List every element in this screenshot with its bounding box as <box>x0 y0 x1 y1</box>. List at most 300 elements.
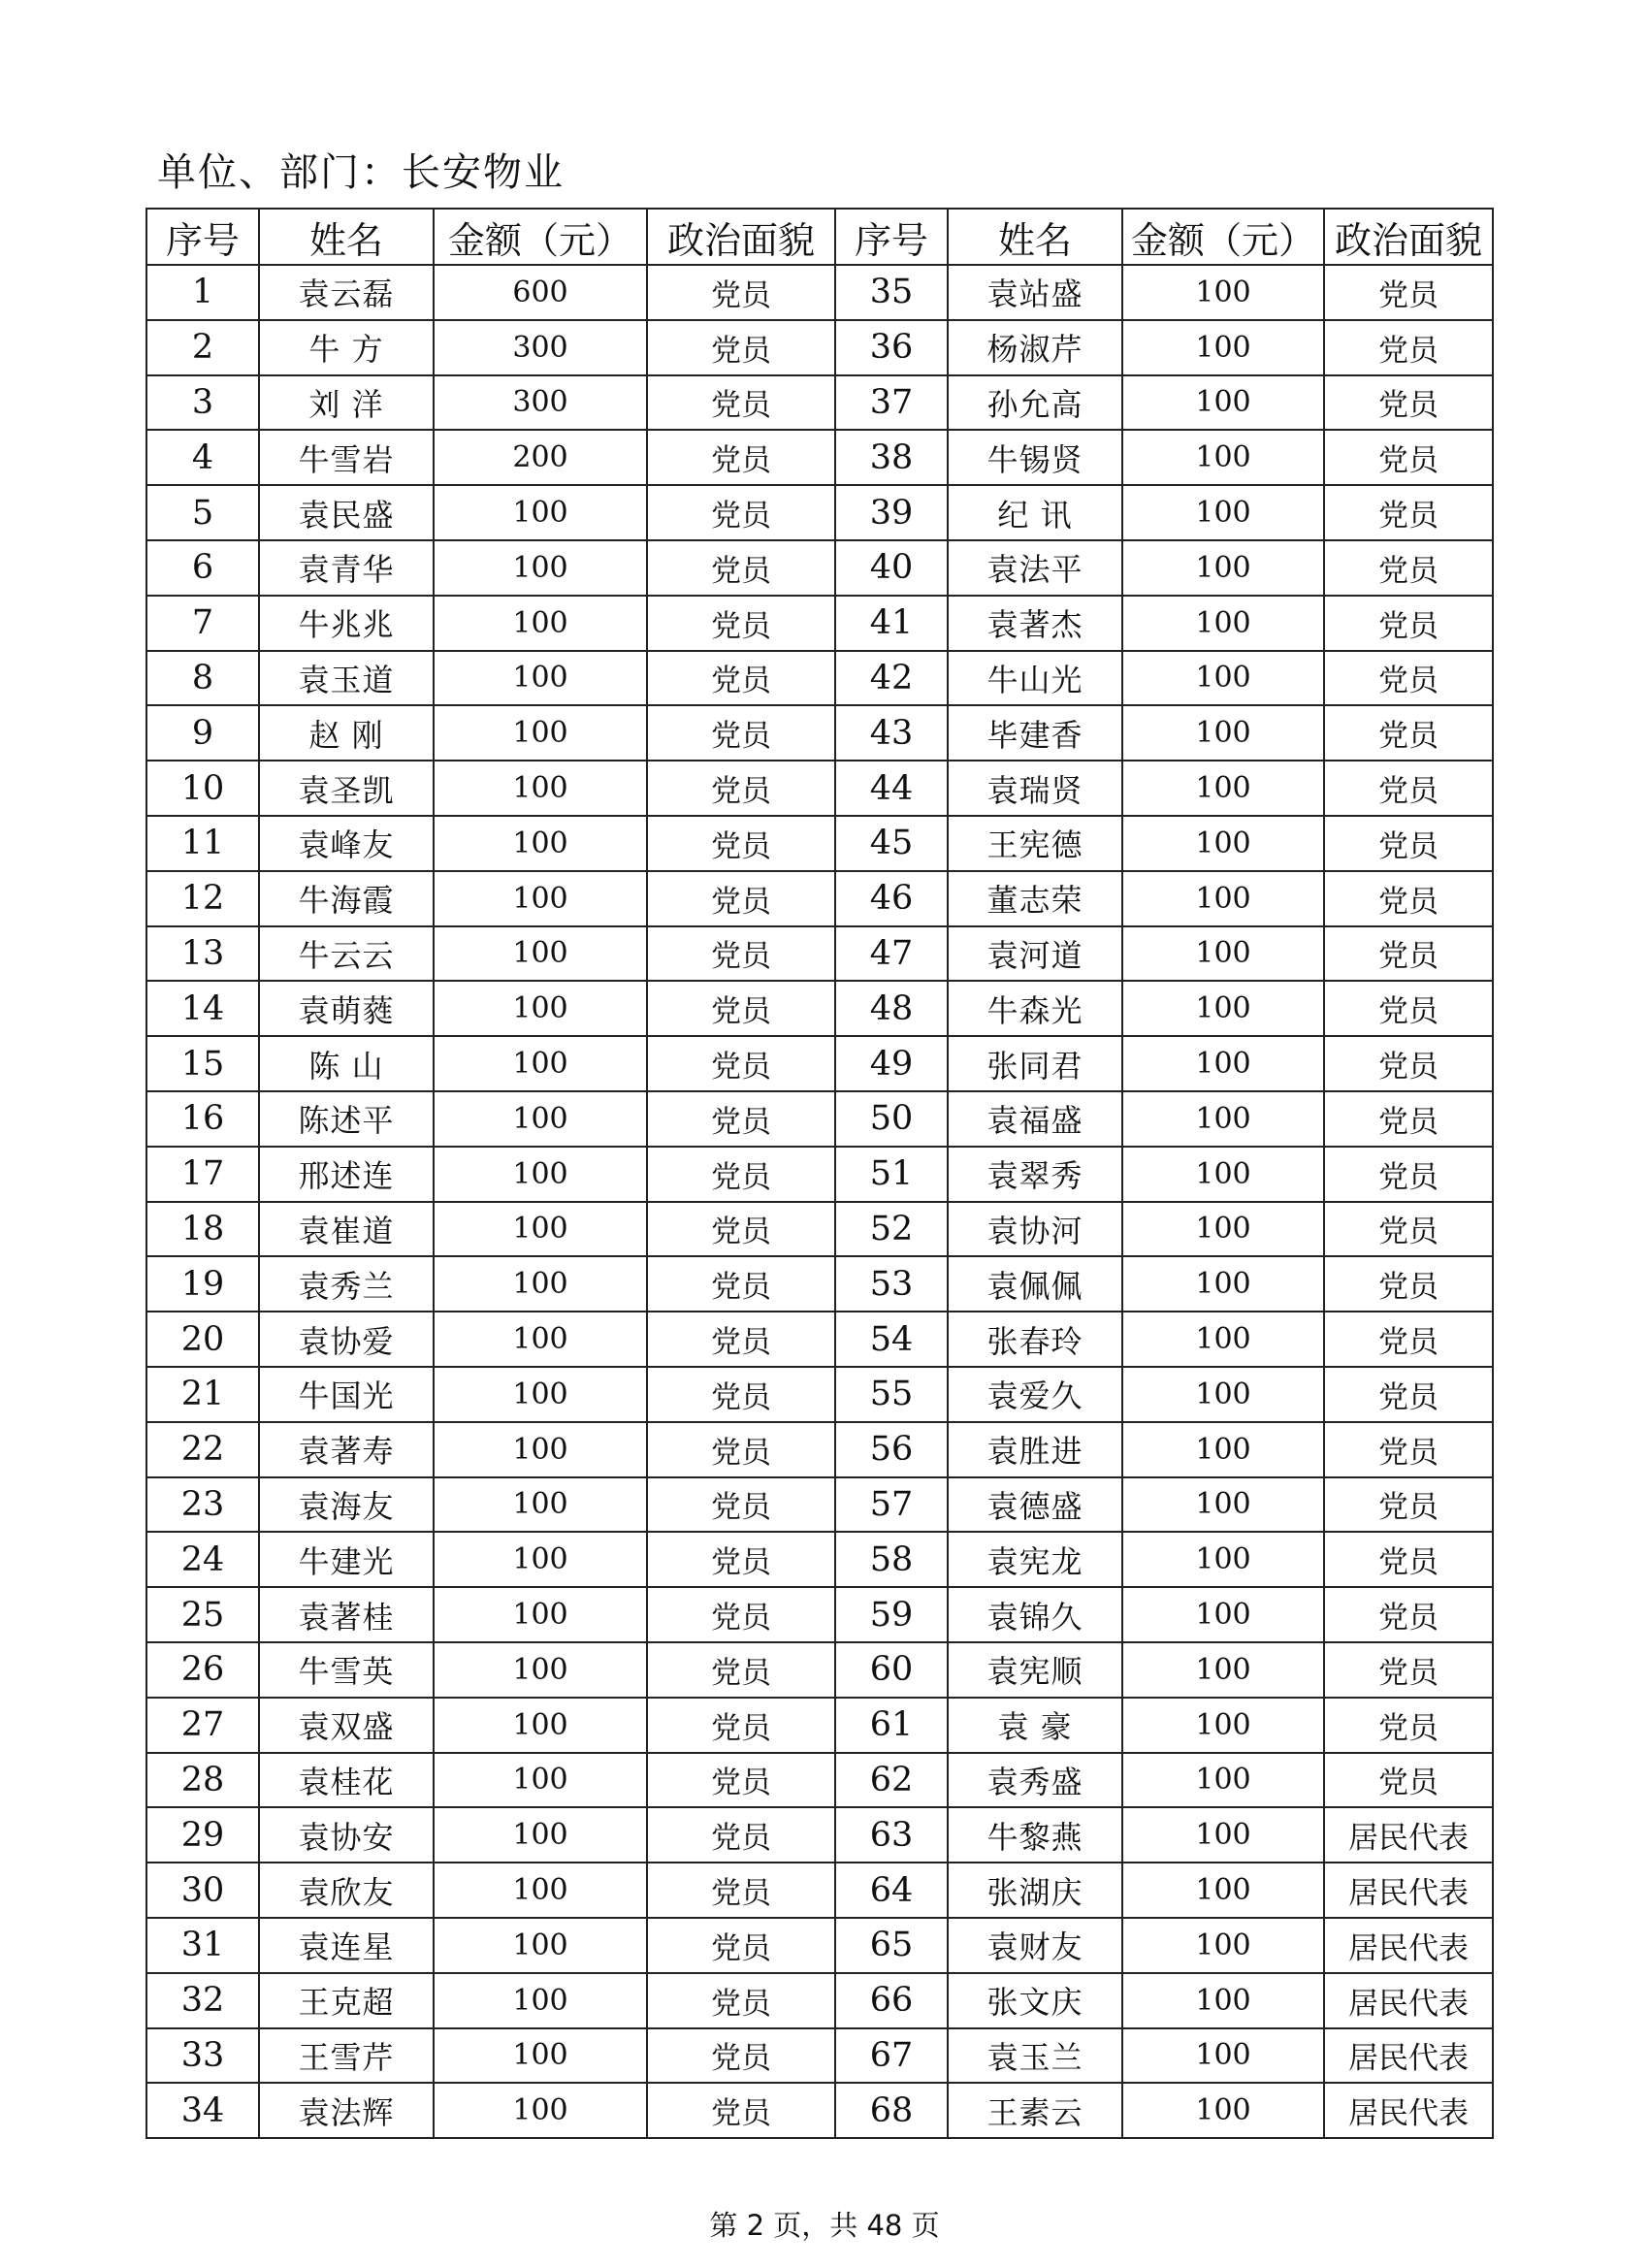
right-status-cell: 党员 <box>1324 816 1493 871</box>
left-seq-cell: 4 <box>146 430 259 485</box>
right-amount-cell: 100 <box>1122 1256 1324 1312</box>
left-amount-cell: 100 <box>434 871 647 926</box>
right-name-cell: 袁锦久 <box>948 1587 1122 1642</box>
right-status-cell: 党员 <box>1324 981 1493 1036</box>
left-status-cell: 党员 <box>647 540 835 596</box>
table-row <box>146 705 1493 761</box>
right-name-cell: 董志荣 <box>948 871 1122 926</box>
right-name-cell: 袁玉兰 <box>948 2028 1122 2084</box>
right-name-cell: 牛黎燕 <box>948 1807 1122 1863</box>
right-seq-cell: 42 <box>835 651 948 706</box>
left-name-cell: 陈述平 <box>259 1091 434 1147</box>
left-amount-cell: 100 <box>434 485 647 540</box>
left-name-cell: 袁秀兰 <box>259 1256 434 1312</box>
table-row <box>146 1587 1493 1642</box>
right-name-cell: 袁宪龙 <box>948 1532 1122 1587</box>
left-status-cell: 党员 <box>647 320 835 375</box>
left-name-cell: 袁峰友 <box>259 816 434 871</box>
left-name-cell: 袁连星 <box>259 1918 434 1973</box>
right-name-cell: 袁翠秀 <box>948 1147 1122 1202</box>
right-seq-cell: 46 <box>835 871 948 926</box>
right-seq-cell: 68 <box>835 2083 948 2138</box>
left-amount-cell: 100 <box>434 1422 647 1477</box>
right-amount-cell: 100 <box>1122 871 1324 926</box>
left-status-cell: 党员 <box>647 1807 835 1863</box>
table-row <box>146 1367 1493 1422</box>
table-row <box>146 1256 1493 1312</box>
left-status-cell: 党员 <box>647 430 835 485</box>
left-amount-cell: 100 <box>434 1477 647 1533</box>
left-status-cell: 党员 <box>647 651 835 706</box>
left-amount-cell: 100 <box>434 926 647 982</box>
right-status-cell: 党员 <box>1324 485 1493 540</box>
right-status-cell: 党员 <box>1324 761 1493 816</box>
right-status-cell: 居民代表 <box>1324 1918 1493 1973</box>
right-amount-cell: 100 <box>1122 1091 1324 1147</box>
right-status-cell: 党员 <box>1324 430 1493 485</box>
right-amount-cell: 100 <box>1122 1147 1324 1202</box>
right-status-cell: 居民代表 <box>1324 2083 1493 2138</box>
left-amount-cell: 100 <box>434 1753 647 1808</box>
right-name-cell: 孙允高 <box>948 375 1122 431</box>
right-status-cell: 居民代表 <box>1324 1973 1493 2028</box>
left-amount-cell: 100 <box>434 761 647 816</box>
header-status-left: 政治面貌 <box>647 209 835 265</box>
left-amount-cell: 100 <box>434 596 647 651</box>
right-seq-cell: 45 <box>835 816 948 871</box>
left-amount-cell: 600 <box>434 265 647 320</box>
table-row <box>146 2083 1493 2138</box>
right-name-cell: 张湖庆 <box>948 1863 1122 1918</box>
left-status-cell: 党员 <box>647 1312 835 1367</box>
right-status-cell: 党员 <box>1324 1698 1493 1753</box>
left-amount-cell: 100 <box>434 1973 647 2028</box>
left-seq-cell: 19 <box>146 1256 259 1312</box>
right-seq-cell: 63 <box>835 1807 948 1863</box>
left-status-cell: 党员 <box>647 1918 835 1973</box>
left-amount-cell: 100 <box>434 1532 647 1587</box>
right-amount-cell: 100 <box>1122 1202 1324 1257</box>
right-status-cell: 党员 <box>1324 320 1493 375</box>
right-name-cell: 牛锡贤 <box>948 430 1122 485</box>
left-status-cell: 党员 <box>647 1532 835 1587</box>
right-seq-cell: 52 <box>835 1202 948 1257</box>
right-amount-cell: 100 <box>1122 816 1324 871</box>
right-name-cell: 王素云 <box>948 2083 1122 2138</box>
left-name-cell: 牛雪岩 <box>259 430 434 485</box>
right-seq-cell: 38 <box>835 430 948 485</box>
left-status-cell: 党员 <box>647 596 835 651</box>
left-name-cell: 牛雪英 <box>259 1642 434 1698</box>
left-seq-cell: 26 <box>146 1642 259 1698</box>
right-status-cell: 党员 <box>1324 540 1493 596</box>
left-amount-cell: 100 <box>434 1587 647 1642</box>
left-name-cell: 袁玉道 <box>259 651 434 706</box>
right-status-cell: 党员 <box>1324 1753 1493 1808</box>
right-name-cell: 袁 豪 <box>948 1698 1122 1753</box>
left-status-cell: 党员 <box>647 2028 835 2084</box>
right-seq-cell: 48 <box>835 981 948 1036</box>
table-row <box>146 1147 1493 1202</box>
right-seq-cell: 44 <box>835 761 948 816</box>
left-amount-cell: 100 <box>434 1642 647 1698</box>
left-seq-cell: 1 <box>146 265 259 320</box>
left-status-cell: 党员 <box>647 1256 835 1312</box>
right-status-cell: 党员 <box>1324 1587 1493 1642</box>
left-amount-cell: 100 <box>434 2028 647 2084</box>
header-seq-left: 序号 <box>146 209 259 265</box>
left-amount-cell: 100 <box>434 1147 647 1202</box>
right-amount-cell: 100 <box>1122 485 1324 540</box>
left-seq-cell: 28 <box>146 1753 259 1808</box>
header-amount-right: 金额（元） <box>1122 209 1324 265</box>
left-seq-cell: 16 <box>146 1091 259 1147</box>
left-amount-cell: 100 <box>434 651 647 706</box>
header-amount-left: 金额（元） <box>434 209 647 265</box>
right-name-cell: 袁爱久 <box>948 1367 1122 1422</box>
right-status-cell: 党员 <box>1324 1256 1493 1312</box>
left-seq-cell: 23 <box>146 1477 259 1533</box>
left-seq-cell: 18 <box>146 1202 259 1257</box>
table-row <box>146 320 1493 375</box>
left-status-cell: 党员 <box>647 1036 835 1091</box>
right-status-cell: 党员 <box>1324 596 1493 651</box>
left-name-cell: 袁崔道 <box>259 1202 434 1257</box>
left-amount-cell: 100 <box>434 1807 647 1863</box>
right-seq-cell: 51 <box>835 1147 948 1202</box>
right-seq-cell: 36 <box>835 320 948 375</box>
left-seq-cell: 29 <box>146 1807 259 1863</box>
right-seq-cell: 41 <box>835 596 948 651</box>
table-row <box>146 1642 1493 1698</box>
right-seq-cell: 65 <box>835 1918 948 1973</box>
right-name-cell: 袁著杰 <box>948 596 1122 651</box>
right-seq-cell: 39 <box>835 485 948 540</box>
right-name-cell: 张文庆 <box>948 1973 1122 2028</box>
table-row <box>146 1863 1493 1918</box>
left-status-cell: 党员 <box>647 1973 835 2028</box>
right-name-cell: 袁协河 <box>948 1202 1122 1257</box>
right-name-cell: 张春玲 <box>948 1312 1122 1367</box>
table-row <box>146 375 1493 431</box>
right-seq-cell: 47 <box>835 926 948 982</box>
right-name-cell: 袁河道 <box>948 926 1122 982</box>
left-name-cell: 陈 山 <box>259 1036 434 1091</box>
right-amount-cell: 100 <box>1122 540 1324 596</box>
right-amount-cell: 100 <box>1122 430 1324 485</box>
left-status-cell: 党员 <box>647 485 835 540</box>
right-seq-cell: 55 <box>835 1367 948 1422</box>
table-row <box>146 485 1493 540</box>
left-name-cell: 牛 方 <box>259 320 434 375</box>
right-status-cell: 党员 <box>1324 926 1493 982</box>
table-row <box>146 1973 1493 2028</box>
left-amount-cell: 100 <box>434 1036 647 1091</box>
left-name-cell: 袁云磊 <box>259 265 434 320</box>
right-seq-cell: 59 <box>835 1587 948 1642</box>
left-amount-cell: 100 <box>434 1202 647 1257</box>
left-seq-cell: 2 <box>146 320 259 375</box>
right-seq-cell: 67 <box>835 2028 948 2084</box>
left-seq-cell: 27 <box>146 1698 259 1753</box>
right-seq-cell: 62 <box>835 1753 948 1808</box>
left-amount-cell: 100 <box>434 540 647 596</box>
right-name-cell: 袁福盛 <box>948 1091 1122 1147</box>
right-status-cell: 党员 <box>1324 1091 1493 1147</box>
right-amount-cell: 100 <box>1122 761 1324 816</box>
right-amount-cell: 100 <box>1122 1918 1324 1973</box>
left-name-cell: 袁圣凯 <box>259 761 434 816</box>
left-seq-cell: 12 <box>146 871 259 926</box>
right-status-cell: 居民代表 <box>1324 2028 1493 2084</box>
table-row <box>146 1202 1493 1257</box>
left-seq-cell: 31 <box>146 1918 259 1973</box>
left-status-cell: 党员 <box>647 926 835 982</box>
right-seq-cell: 37 <box>835 375 948 431</box>
right-seq-cell: 61 <box>835 1698 948 1753</box>
left-name-cell: 赵 刚 <box>259 705 434 761</box>
left-status-cell: 党员 <box>647 375 835 431</box>
table-row <box>146 926 1493 982</box>
left-name-cell: 袁双盛 <box>259 1698 434 1753</box>
table-row <box>146 1312 1493 1367</box>
right-name-cell: 王宪德 <box>948 816 1122 871</box>
right-amount-cell: 100 <box>1122 705 1324 761</box>
right-seq-cell: 60 <box>835 1642 948 1698</box>
right-seq-cell: 56 <box>835 1422 948 1477</box>
left-name-cell: 袁著桂 <box>259 1587 434 1642</box>
left-seq-cell: 25 <box>146 1587 259 1642</box>
header-status-right: 政治面貌 <box>1324 209 1493 265</box>
table-body <box>146 265 1493 2138</box>
right-amount-cell: 100 <box>1122 375 1324 431</box>
right-amount-cell: 100 <box>1122 981 1324 1036</box>
table-row <box>146 430 1493 485</box>
left-status-cell: 党员 <box>647 761 835 816</box>
left-seq-cell: 11 <box>146 816 259 871</box>
left-status-cell: 党员 <box>647 1642 835 1698</box>
header-name-right: 姓名 <box>948 209 1122 265</box>
left-status-cell: 党员 <box>647 1367 835 1422</box>
right-status-cell: 居民代表 <box>1324 1807 1493 1863</box>
left-amount-cell: 100 <box>434 1863 647 1918</box>
left-name-cell: 牛海霞 <box>259 871 434 926</box>
right-seq-cell: 64 <box>835 1863 948 1918</box>
left-seq-cell: 14 <box>146 981 259 1036</box>
right-name-cell: 毕建香 <box>948 705 1122 761</box>
left-seq-cell: 3 <box>146 375 259 431</box>
left-amount-cell: 100 <box>434 2083 647 2138</box>
right-status-cell: 党员 <box>1324 1532 1493 1587</box>
table-row <box>146 1698 1493 1753</box>
right-name-cell: 袁胜进 <box>948 1422 1122 1477</box>
table-row <box>146 1918 1493 1973</box>
table-row <box>146 1807 1493 1863</box>
right-amount-cell: 100 <box>1122 1532 1324 1587</box>
left-name-cell: 牛兆兆 <box>259 596 434 651</box>
table-row <box>146 761 1493 816</box>
right-name-cell: 杨淑芹 <box>948 320 1122 375</box>
right-name-cell: 袁法平 <box>948 540 1122 596</box>
right-name-cell: 牛山光 <box>948 651 1122 706</box>
left-amount-cell: 100 <box>434 1698 647 1753</box>
right-amount-cell: 100 <box>1122 2028 1324 2084</box>
left-amount-cell: 100 <box>434 1918 647 1973</box>
right-seq-cell: 58 <box>835 1532 948 1587</box>
right-amount-cell: 100 <box>1122 1312 1324 1367</box>
left-seq-cell: 33 <box>146 2028 259 2084</box>
left-name-cell: 王雪芹 <box>259 2028 434 2084</box>
right-status-cell: 党员 <box>1324 705 1493 761</box>
table-row <box>146 1091 1493 1147</box>
left-amount-cell: 100 <box>434 705 647 761</box>
right-status-cell: 党员 <box>1324 265 1493 320</box>
right-status-cell: 党员 <box>1324 1367 1493 1422</box>
table-row <box>146 1036 1493 1091</box>
left-name-cell: 邢述连 <box>259 1147 434 1202</box>
left-status-cell: 党员 <box>647 2083 835 2138</box>
left-status-cell: 党员 <box>647 816 835 871</box>
left-seq-cell: 20 <box>146 1312 259 1367</box>
right-status-cell: 党员 <box>1324 1202 1493 1257</box>
donation-roster-table <box>146 208 1494 2139</box>
right-seq-cell: 50 <box>835 1091 948 1147</box>
left-seq-cell: 10 <box>146 761 259 816</box>
left-name-cell: 刘 洋 <box>259 375 434 431</box>
right-seq-cell: 40 <box>835 540 948 596</box>
header-name-left: 姓名 <box>259 209 434 265</box>
table-row <box>146 2028 1493 2084</box>
left-name-cell: 袁协爱 <box>259 1312 434 1367</box>
right-seq-cell: 53 <box>835 1256 948 1312</box>
right-amount-cell: 100 <box>1122 926 1324 982</box>
right-amount-cell: 100 <box>1122 1642 1324 1698</box>
left-seq-cell: 15 <box>146 1036 259 1091</box>
left-amount-cell: 100 <box>434 1367 647 1422</box>
unit-department-line: 单位、部门：长安物业 <box>157 150 565 195</box>
left-status-cell: 党员 <box>647 705 835 761</box>
right-amount-cell: 100 <box>1122 1367 1324 1422</box>
left-name-cell: 袁法辉 <box>259 2083 434 2138</box>
right-amount-cell: 100 <box>1122 1753 1324 1808</box>
right-name-cell: 袁宪顺 <box>948 1642 1122 1698</box>
left-amount-cell: 300 <box>434 375 647 431</box>
left-name-cell: 袁欣友 <box>259 1863 434 1918</box>
right-amount-cell: 100 <box>1122 2083 1324 2138</box>
left-status-cell: 党员 <box>647 1091 835 1147</box>
table-row <box>146 981 1493 1036</box>
right-amount-cell: 100 <box>1122 1587 1324 1642</box>
left-status-cell: 党员 <box>647 1863 835 1918</box>
right-amount-cell: 100 <box>1122 1863 1324 1918</box>
left-name-cell: 袁萌蕤 <box>259 981 434 1036</box>
right-seq-cell: 35 <box>835 265 948 320</box>
left-status-cell: 党员 <box>647 1698 835 1753</box>
right-amount-cell: 100 <box>1122 1698 1324 1753</box>
right-status-cell: 居民代表 <box>1324 1863 1493 1918</box>
left-seq-cell: 21 <box>146 1367 259 1422</box>
left-status-cell: 党员 <box>647 981 835 1036</box>
left-seq-cell: 17 <box>146 1147 259 1202</box>
left-name-cell: 王克超 <box>259 1973 434 2028</box>
right-name-cell: 张同君 <box>948 1036 1122 1091</box>
right-status-cell: 党员 <box>1324 1036 1493 1091</box>
left-seq-cell: 22 <box>146 1422 259 1477</box>
right-status-cell: 党员 <box>1324 375 1493 431</box>
left-name-cell: 牛国光 <box>259 1367 434 1422</box>
left-name-cell: 牛建光 <box>259 1532 434 1587</box>
right-amount-cell: 100 <box>1122 596 1324 651</box>
right-status-cell: 党员 <box>1324 1422 1493 1477</box>
table-row <box>146 1532 1493 1587</box>
left-seq-cell: 8 <box>146 651 259 706</box>
right-status-cell: 党员 <box>1324 1147 1493 1202</box>
table-row <box>146 265 1493 320</box>
left-name-cell: 牛云云 <box>259 926 434 982</box>
table-row <box>146 1422 1493 1477</box>
table-row <box>146 596 1493 651</box>
left-name-cell: 袁桂花 <box>259 1753 434 1808</box>
right-status-cell: 党员 <box>1324 871 1493 926</box>
right-amount-cell: 100 <box>1122 1477 1324 1533</box>
left-seq-cell: 32 <box>146 1973 259 2028</box>
right-name-cell: 袁佩佩 <box>948 1256 1122 1312</box>
left-status-cell: 党员 <box>647 265 835 320</box>
left-status-cell: 党员 <box>647 1202 835 1257</box>
right-status-cell: 党员 <box>1324 1642 1493 1698</box>
table-row <box>146 1753 1493 1808</box>
right-name-cell: 纪 讯 <box>948 485 1122 540</box>
left-seq-cell: 34 <box>146 2083 259 2138</box>
left-name-cell: 袁协安 <box>259 1807 434 1863</box>
left-name-cell: 袁海友 <box>259 1477 434 1533</box>
left-status-cell: 党员 <box>647 1753 835 1808</box>
left-status-cell: 党员 <box>647 871 835 926</box>
table-row <box>146 651 1493 706</box>
left-amount-cell: 300 <box>434 320 647 375</box>
right-seq-cell: 49 <box>835 1036 948 1091</box>
left-seq-cell: 24 <box>146 1532 259 1587</box>
right-status-cell: 党员 <box>1324 651 1493 706</box>
header-seq-right: 序号 <box>835 209 948 265</box>
left-status-cell: 党员 <box>647 1147 835 1202</box>
right-amount-cell: 100 <box>1122 265 1324 320</box>
right-seq-cell: 43 <box>835 705 948 761</box>
left-seq-cell: 13 <box>146 926 259 982</box>
table-header-row <box>146 209 1493 265</box>
left-amount-cell: 100 <box>434 1256 647 1312</box>
table-row <box>146 871 1493 926</box>
page-footer: 第 2 页，共 48 页 <box>709 2209 940 2242</box>
left-amount-cell: 100 <box>434 981 647 1036</box>
left-seq-cell: 7 <box>146 596 259 651</box>
left-seq-cell: 5 <box>146 485 259 540</box>
right-amount-cell: 100 <box>1122 1422 1324 1477</box>
left-seq-cell: 6 <box>146 540 259 596</box>
table-row <box>146 540 1493 596</box>
left-name-cell: 袁民盛 <box>259 485 434 540</box>
right-amount-cell: 100 <box>1122 1807 1324 1863</box>
right-seq-cell: 54 <box>835 1312 948 1367</box>
right-amount-cell: 100 <box>1122 651 1324 706</box>
right-seq-cell: 66 <box>835 1973 948 2028</box>
right-amount-cell: 100 <box>1122 320 1324 375</box>
table-row <box>146 1477 1493 1533</box>
right-amount-cell: 100 <box>1122 1036 1324 1091</box>
left-status-cell: 党员 <box>647 1422 835 1477</box>
right-name-cell: 牛森光 <box>948 981 1122 1036</box>
left-name-cell: 袁著寿 <box>259 1422 434 1477</box>
